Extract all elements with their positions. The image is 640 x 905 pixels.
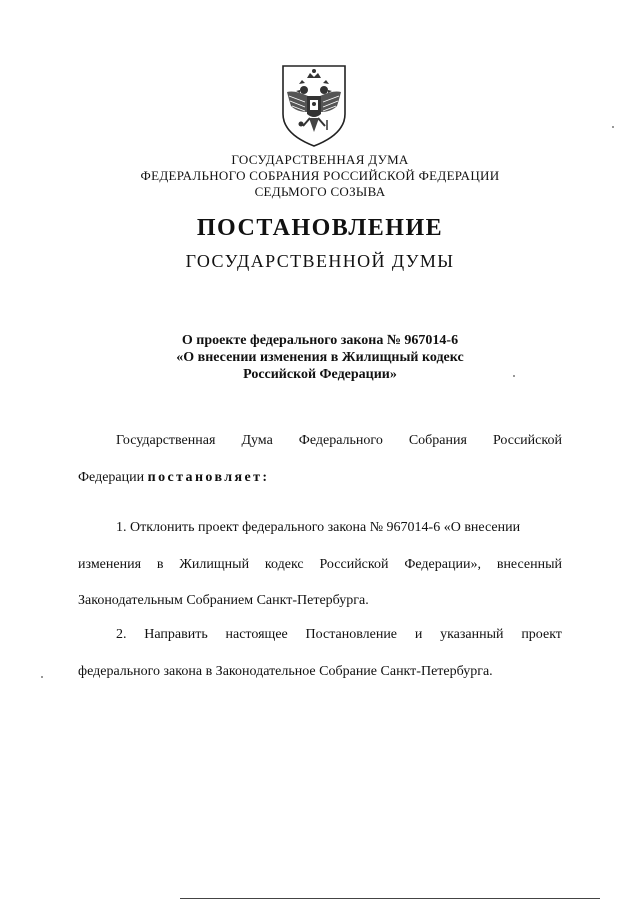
item2-word: 2. xyxy=(116,627,127,642)
preamble-word: Дума xyxy=(241,433,273,448)
org-name-line1: ГОСУДАРСТВЕННАЯ ДУМА xyxy=(231,152,409,167)
preamble-word: Собрания xyxy=(408,433,467,448)
subject-line3: Российской Федерации» xyxy=(243,367,397,382)
scan-speck xyxy=(41,676,43,678)
item1-word: Федерации», xyxy=(404,557,481,572)
preamble-line1 xyxy=(116,433,562,449)
item2-word: Направить xyxy=(144,627,208,642)
item2-line2: федерального закона в Законодательное Собрание Санкт-Петербурга. xyxy=(78,664,493,679)
item2-line1 xyxy=(116,627,562,643)
scan-speck xyxy=(513,375,515,377)
preamble-word: Государственная xyxy=(116,433,216,448)
item2-word: проект xyxy=(521,627,562,642)
state-emblem-icon xyxy=(277,62,351,148)
item1-word: кодекс xyxy=(264,557,304,572)
resolution-verb: постановляет: xyxy=(147,470,270,485)
document-title: ПОСТАНОВЛЕНИЕ xyxy=(196,215,444,241)
scan-edge-line xyxy=(180,898,600,899)
item1-line1: 1. Отклонить проект федерального закона № 967014-6 «О внесении xyxy=(116,520,521,535)
subject-line2: «О внесении изменения в Жилищный кодекс xyxy=(176,350,464,365)
preamble-line2 xyxy=(78,470,562,486)
document-subtitle: ГОСУДАРСТВЕННОЙ ДУМЫ xyxy=(185,251,455,271)
subject-line1: О проекте федерального закона № 967014-6 xyxy=(181,333,459,348)
org-name-line2: ФЕДЕРАЛЬНОГО СОБРАНИЯ РОССИЙСКОЙ ФЕДЕРАЦИИ xyxy=(140,168,500,183)
item1-line2 xyxy=(78,557,562,573)
item1-word: Жилищный xyxy=(179,557,250,572)
item1-word: внесенный xyxy=(496,557,562,572)
preamble-word: Российской xyxy=(492,433,562,448)
scan-speck xyxy=(612,126,614,128)
preamble-text: Федерации xyxy=(78,470,145,485)
preamble-word: Федерального xyxy=(298,433,383,448)
item2-word: указанный xyxy=(440,627,504,642)
item2-word: настоящее xyxy=(225,627,288,642)
item1-word: изменения xyxy=(78,557,142,572)
item1-line3: Законодательным Собранием Санкт-Петербурга. xyxy=(78,593,369,608)
item1-word: Российской xyxy=(319,557,389,572)
item1-word: в xyxy=(156,557,164,572)
item2-word: и xyxy=(414,627,423,642)
item2-word: Постановление xyxy=(305,627,398,642)
convocation-line: СЕДЬМОГО СОЗЫВА xyxy=(254,184,386,199)
